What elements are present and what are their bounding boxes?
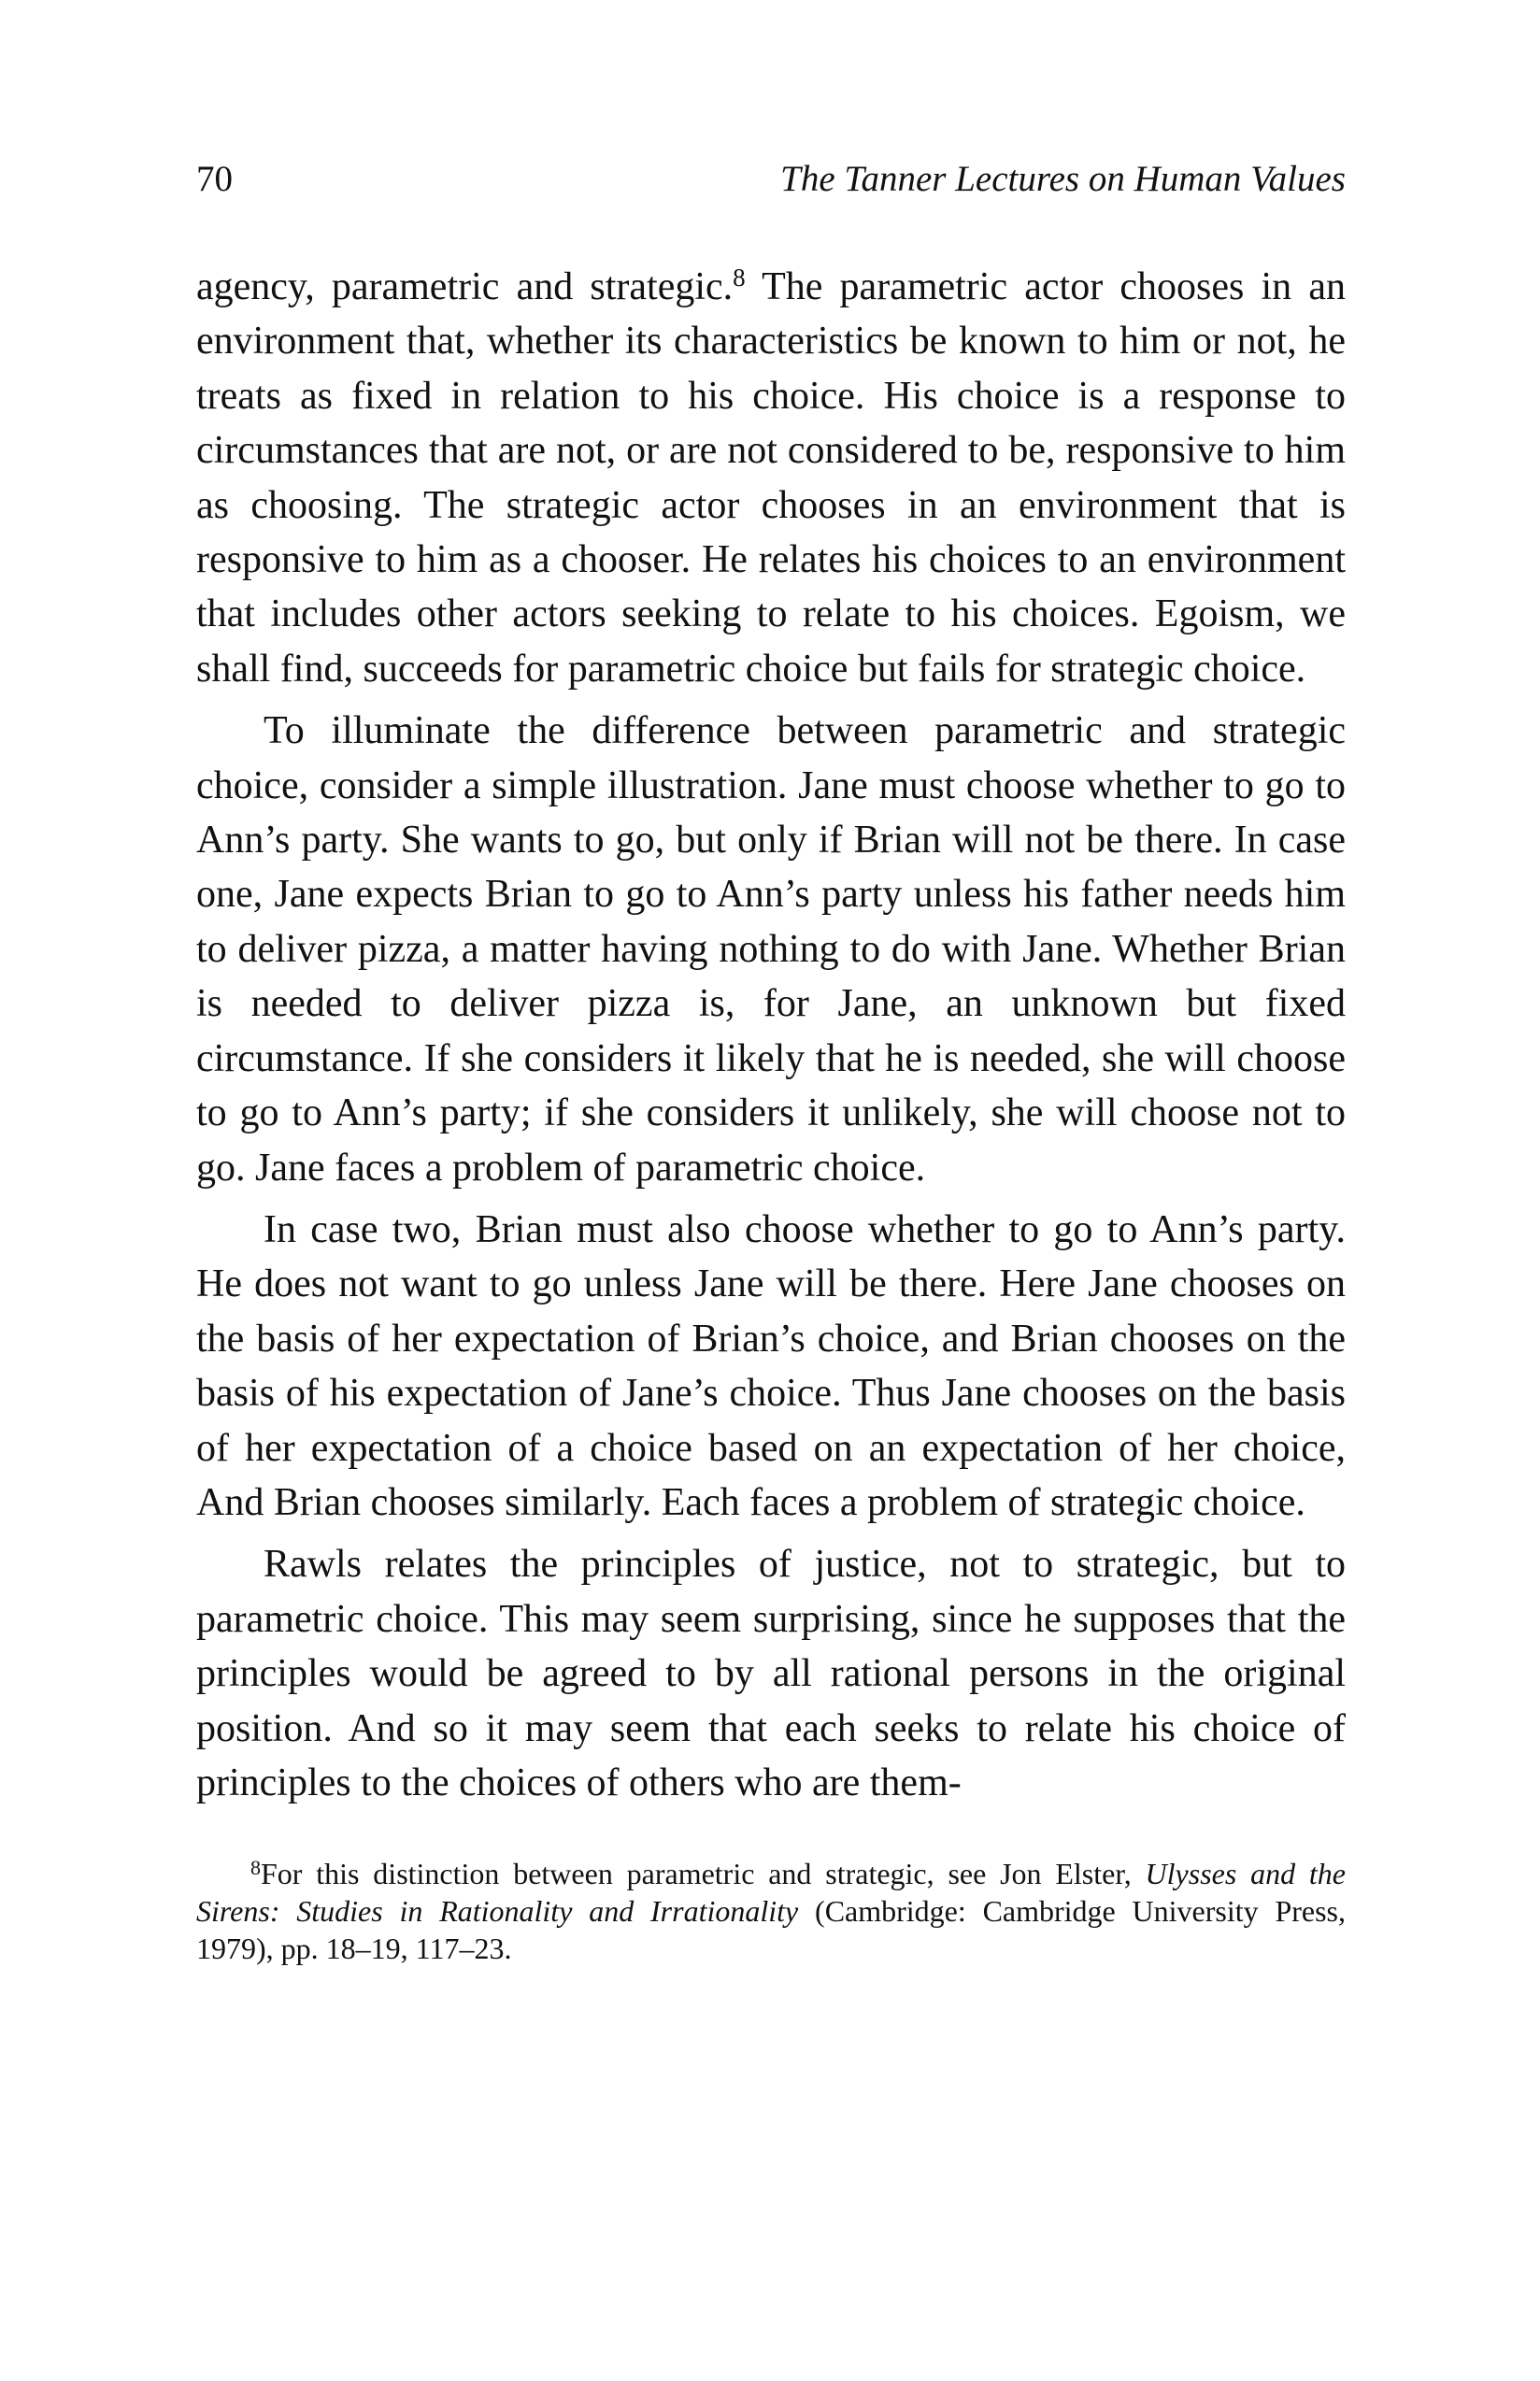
paragraph-1-rest: The parametric actor chooses in an environment that, whether its characteristics be known to him or not, he treats as fixed in relation to his choice. His choice is a response to circumstances that are not, or are not considered to be, responsive to him as choosing. The strategic actor chooses in an environment that is responsive to him as a chooser. He relates his choices to an environment that includes other actors seeking to relate to his choices. Egoism, we shall find, succeeds for parametric choice but fails for strategic choice. (196, 265, 1346, 691)
paragraph-4: Rawls relates the principles of justice, not to strategic, but to parametric choice. This may seem surprising, since he supposes that the principles would be agreed to by all rational persons in the original position. And so it may seem that each seeks to relate his choice of principles to the choices of others who are them- (196, 1543, 1346, 1804)
body-text (196, 260, 1346, 1810)
book-page (196, 157, 1346, 1967)
paragraph-1-start: agency, parametric and strategic. (196, 265, 734, 308)
paragraph-3: In case two, Brian must also choose whether to go to Ann’s party. He does not want to go unless Jane will be there. Here Jane chooses on the basis of her expectation of Brian’s choice, and Brian chooses on the basis of his expectation of Jane’s choice. Thus Jane chooses on the basis of her expectation of a choice based on an expectation of her choice, And Brian chooses similarly. Each faces a problem of strategic choice. (196, 1207, 1346, 1524)
paragraph-2: To illuminate the difference between parametric and strategic choice, consider a simple illustration. Jane must choose whether to go to Ann’s party. She wants to go, but only if Brian will not be there. In case one, Jane expects Brian to go to Ann’s party unless his father needs him to deliver pizza, a matter having nothing to do with Jane. Whether Brian is needed to deliver pizza is, for Jane, an unknown but fixed circumstance. If she considers it likely that he is needed, she will choose to go to Ann’s party; if she considers it unlikely, she will choose not to go. Jane faces a problem of parametric choice. (196, 709, 1346, 1190)
page-number: 70 (196, 159, 233, 199)
footnote-text-start: For this distinction between parametric and strategic, see Jon Elster, (261, 1857, 1146, 1891)
running-title: The Tanner Lectures on Human Values (780, 159, 1346, 199)
footnote (196, 1855, 1346, 1967)
paragraph-1 (196, 260, 1346, 696)
footnote-reference[interactable]: 8 (733, 264, 746, 292)
footnote-text-end: (Cambridge: Cambridge University Press, 1979), pp. 18–19, 117–23. (196, 1894, 1347, 1966)
footnote-book-title: Ulysses and the Sirens: Studies in Rationality and Irrationality (196, 1857, 1347, 1929)
footnote-mark: 8 (250, 1856, 261, 1880)
running-head (196, 157, 1346, 202)
